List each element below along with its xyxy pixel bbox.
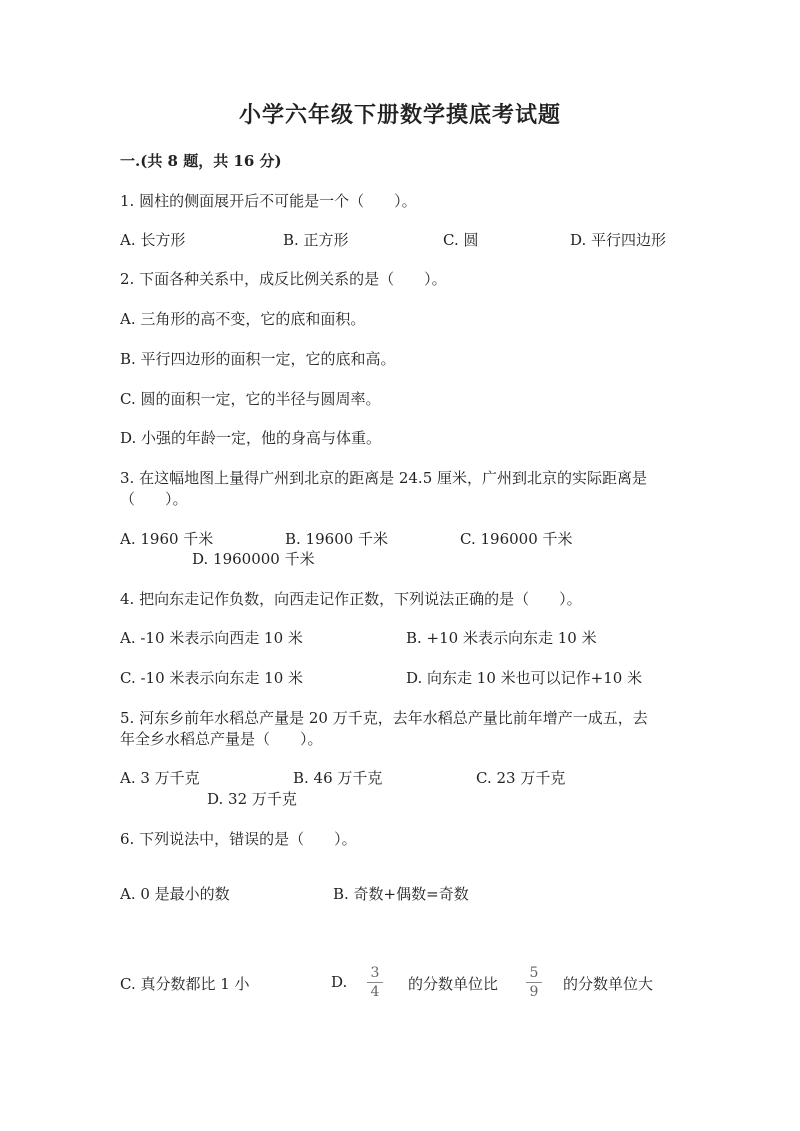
- q2-option-b: B. 平行四边形的面积一定，它的底和高。: [120, 350, 396, 368]
- q4-option-a: A. -10 米表示向西走 10 米: [120, 629, 303, 647]
- q4-option-b: B. +10 米表示向东走 10 米: [406, 629, 597, 647]
- fraction-three-quarters: [365, 965, 385, 1000]
- question-3-stem-line1: 3. 在这幅地图上量得广州到北京的距离是 24.5 厘米，广州到北京的实际距离是: [120, 469, 648, 487]
- page-title: 小学六年级下册数学摸底考试题: [238, 102, 561, 128]
- q1-option-d: D. 平行四边形: [570, 231, 667, 249]
- question-3-stem-line2: （ ）。: [120, 490, 188, 508]
- question-2-stem: 2. 下面各种关系中，成反比例关系的是（ ）。: [120, 270, 447, 288]
- fraction-five-ninths: [524, 965, 544, 1000]
- q4-option-d: D. 向东走 10 米也可以记作+10 米: [406, 669, 643, 687]
- q2-option-a: A. 三角形的高不变，它的底和面积。: [120, 310, 366, 328]
- q1-option-a: A. 长方形: [120, 231, 186, 249]
- fraction-1-bar: [367, 982, 383, 983]
- question-6-stem: 6. 下列说法中，错误的是（ ）。: [120, 830, 357, 848]
- q6-option-a: A. 0 是最小的数: [120, 885, 230, 903]
- q5-option-c: C. 23 万千克: [476, 769, 566, 787]
- q6-option-b: B. 奇数+偶数=奇数: [333, 885, 469, 903]
- q1-option-c: C. 圆: [443, 231, 479, 249]
- question-4-stem: 4. 把向东走记作负数，向西走记作正数，下列说法正确的是（ ）。: [120, 590, 582, 608]
- q6-option-c: C. 真分数都比 1 小: [120, 975, 250, 993]
- q4-option-c: C. -10 米表示向东走 10 米: [120, 669, 304, 687]
- q3-option-b: B. 19600 千米: [285, 530, 389, 548]
- q3-option-a: A. 1960 千米: [120, 530, 214, 548]
- question-5-stem-line1: 5. 河东乡前年水稻总产量是 20 万千克，去年水稻总产量比前年增产一成五，去: [120, 709, 648, 727]
- q3-option-c: C. 196000 千米: [460, 530, 573, 548]
- q6-option-d-prefix: D.: [331, 973, 348, 991]
- fraction-2-numerator: 5: [529, 965, 539, 981]
- section-header: 一.(共 8 题，共 16 分): [120, 152, 282, 170]
- fraction-1-denominator: 4: [370, 984, 380, 1000]
- fraction-2-bar: [526, 982, 542, 983]
- q2-option-d: D. 小强的年龄一定，他的身高与体重。: [120, 429, 382, 447]
- q1-option-b: B. 正方形: [283, 231, 349, 249]
- fraction-1-numerator: 3: [370, 965, 380, 981]
- fraction-2-denominator: 9: [529, 984, 539, 1000]
- q5-option-b: B. 46 万千克: [293, 769, 383, 787]
- q3-option-d: D. 1960000 千米: [192, 550, 315, 568]
- q6-option-d-middle: 的分数单位比: [408, 975, 499, 993]
- q6-option-d-suffix: 的分数单位大: [563, 975, 654, 993]
- q2-option-c: C. 圆的面积一定，它的半径与圆周率。: [120, 390, 381, 408]
- q5-option-a: A. 3 万千克: [120, 769, 200, 787]
- q5-option-d: D. 32 万千克: [207, 790, 297, 808]
- question-5-stem-line2: 年全乡水稻总产量是（ ）。: [120, 730, 323, 748]
- question-1-stem: 1. 圆柱的侧面展开后不可能是一个（ ）。: [120, 192, 417, 210]
